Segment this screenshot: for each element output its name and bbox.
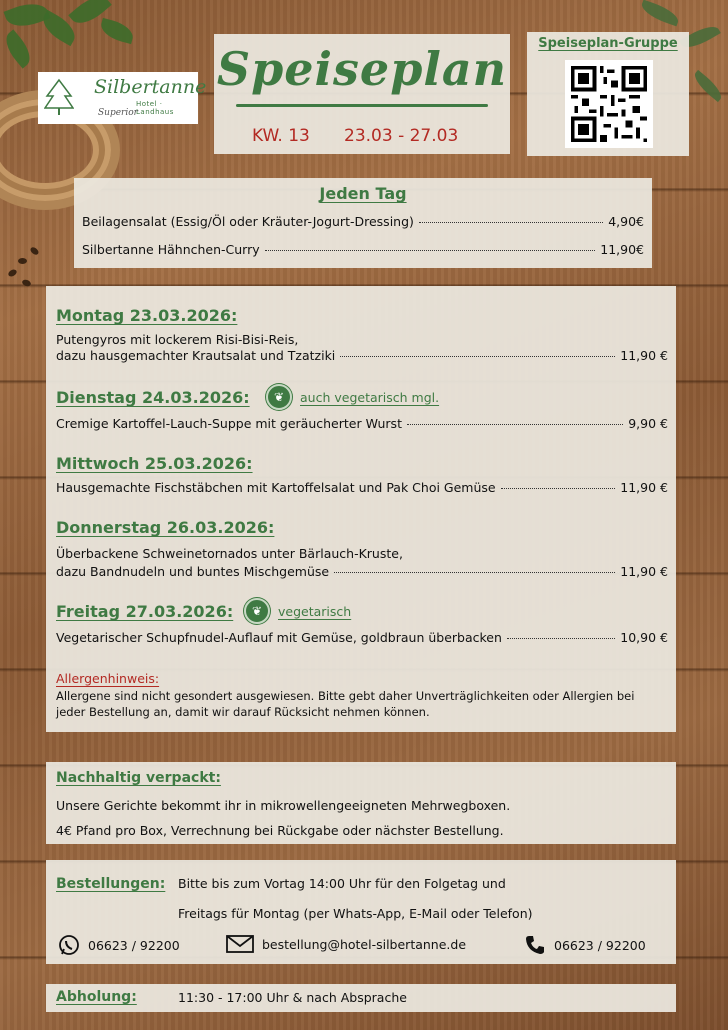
item-name: Silbertanne Hähnchen-Curry [82,242,260,257]
sustainable-heading: Nachhaltig verpackt: [56,770,221,786]
dish-line: dazu Bandnudeln und buntes Mischgemüse [56,564,330,579]
day-heading-friday: Freitag 27.03.2026: [56,602,234,621]
item-price: 11,90€ [600,242,644,257]
dish-price: 11,90 € [620,564,668,579]
vegetarian-badge [244,598,351,624]
whatsapp-number: 06623 / 92200 [88,937,180,953]
vegetarian-option-badge [266,384,439,410]
phone-contact[interactable] [524,934,646,956]
whatsapp-icon [58,934,80,956]
orders-line: Freitags für Montag (per Whats-App, E-Mail oder Telefon) [178,906,533,921]
dot-leader [265,250,596,251]
vegetarian-label: auch vegetarisch mgl. [300,389,440,405]
dish-line: Putengyros mit lockerem Risi-Bisi-Reis, [56,332,299,347]
qr-code[interactable] [565,60,653,148]
item-price: 4,90€ [608,214,644,229]
allergen-text: Allergene sind nicht gesondert ausgewiesen. Bitte gebt daher Unverträglichkeiten oder Allergien bei jeder Bestellung an, damit wir darauf Rücksicht nehmen können. [56,689,635,719]
dish-row-wednesday [56,480,668,495]
phone-icon [524,934,546,956]
logo-brand: Silbertanne [94,76,207,98]
sustainable-line: 4€ Pfand pro Box, Verrechnung bei Rückgabe oder nächster Bestellung. [56,823,504,838]
sustainable-line: Unsere Gerichte bekommt ihr in mikrowellengeeigneten Mehrwegboxen. [56,798,511,813]
fir-tree-icon [44,78,74,116]
logo-superior: Superior [98,108,138,118]
day-heading-monday: Montag 23.03.2026: [56,306,238,325]
day-heading-wednesday: Mittwoch 25.03.2026: [56,454,253,473]
dish-line: Cremige Kartoffel-Lauch-Suppe mit geräucherter Wurst [56,416,402,431]
leaf-badge-icon: ❦ [266,384,292,410]
page-title: Speiseplan [216,42,508,96]
logo-subtitle: Hotel · Landhaus [136,100,174,116]
title-card [214,34,510,154]
calendar-week: KW. 13 [252,126,310,146]
menu-item [82,214,644,229]
dot-leader [419,222,603,223]
email-address: bestellung@hotel-silbertanne.de [262,936,467,952]
everyday-section [74,178,652,268]
orders-section [46,860,676,964]
qr-card [527,32,689,156]
pickup-section [46,984,676,1012]
menu-item [82,242,644,257]
dot-leader [407,424,623,425]
whatsapp-contact[interactable] [58,934,180,956]
vegetarian-label: vegetarisch [278,603,352,619]
dot-leader [340,356,615,357]
dot-leader [501,488,616,489]
dish-row-monday [56,348,668,363]
dish-line: Überbackene Schweinetornados unter Bärlauch-Kruste, [56,546,403,561]
dish-price: 11,90 € [620,480,668,495]
date-range: 23.03 - 27.03 [344,126,459,146]
orders-line: Bitte bis zum Vortag 14:00 Uhr für den Folgetag und [178,876,506,891]
dish-row-thursday [56,564,668,579]
everyday-heading: Jeden Tag [319,184,407,203]
hotel-logo [38,72,207,124]
dish-line: dazu hausgemachter Krautsalat und Tzatziki [56,348,336,363]
dish-row-tuesday [56,416,668,431]
pickup-time: 11:30 - 17:00 Uhr & nach Absprache [178,990,407,1005]
dish-row-friday [56,630,668,645]
leaf-badge-icon: ❦ [244,598,270,624]
dot-leader [507,638,615,639]
pickup-heading: Abholung: [56,989,137,1005]
title-underline [236,104,488,107]
qr-label: Speiseplan-Gruppe [538,36,678,51]
allergen-heading: Allergenhinweis: [56,671,160,686]
orders-heading: Bestellungen: [56,876,166,892]
envelope-icon [226,934,254,954]
dish-line: Hausgemachte Fischstäbchen mit Kartoffelsalat und Pak Choi Gemüse [56,480,496,495]
day-heading-thursday: Donnerstag 26.03.2026: [56,518,275,537]
dish-price: 9,90 € [628,416,668,431]
weekly-menu [46,286,676,732]
dot-leader [334,572,615,573]
dish-line: Vegetarischer Schupfnudel-Auflauf mit Gemüse, goldbraun überbacken [56,630,502,645]
dish-price: 10,90 € [620,630,668,645]
day-heading-tuesday: Dienstag 24.03.2026: [56,388,250,407]
item-name: Beilagensalat (Essig/Öl oder Kräuter-Jogurt-Dressing) [82,214,414,229]
dish-price: 11,90 € [620,348,668,363]
email-contact[interactable] [226,934,466,954]
phone-number: 06623 / 92200 [554,937,646,953]
sustainable-section [46,762,676,844]
